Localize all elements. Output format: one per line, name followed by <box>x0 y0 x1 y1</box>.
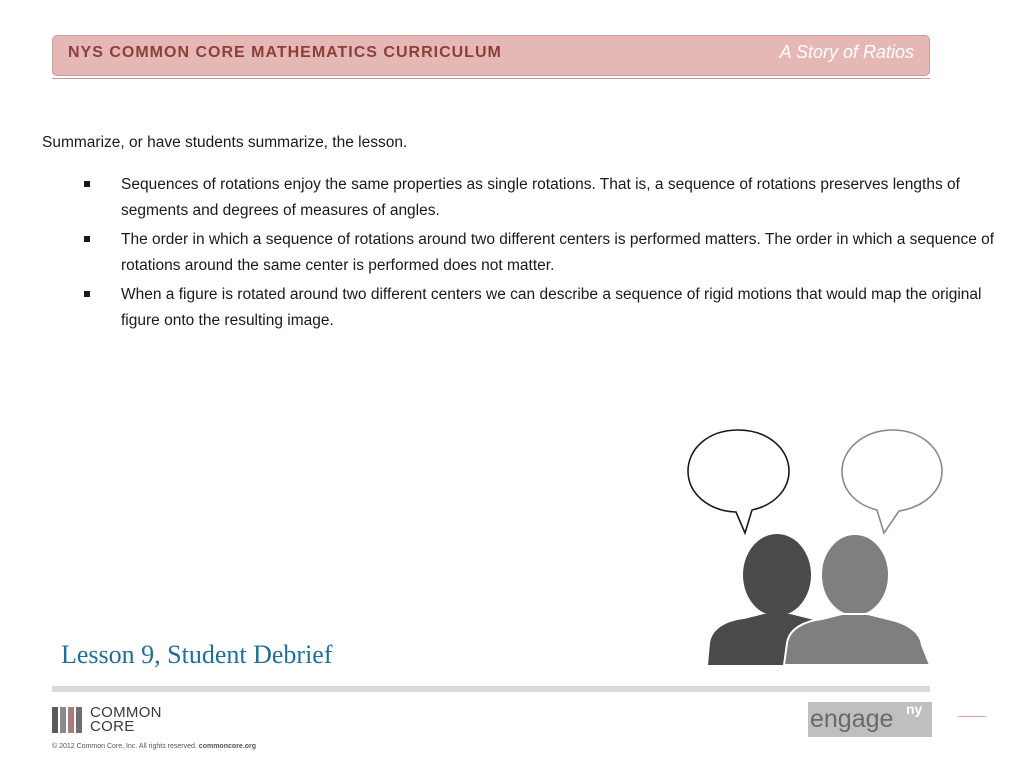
bullet-text: Sequences of rotations enjoy the same properties as single rotations. That is, a sequence of rotations preserves lengths of segments and degrees of measures of angles. <box>121 176 960 219</box>
common-core-logo <box>52 704 162 736</box>
header-divider <box>52 78 930 79</box>
page-number-dash <box>958 716 986 717</box>
logo-line-1: COMMON <box>90 704 162 721</box>
bullet-text: The order in which a sequence of rotations around two different centers is performed matters. The order in which a sequence of rotations around the same center is performed does not matter. <box>121 231 995 274</box>
copyright-text: © 2012 Common Core, Inc. All rights reserved. <box>52 743 197 750</box>
copyright-notice <box>52 743 256 750</box>
curriculum-title: NYS COMMON CORE MATHEMATICS CURRICULUM <box>68 44 502 61</box>
speech-bubble-right-icon <box>842 430 942 533</box>
common-core-bars-icon <box>52 707 84 733</box>
two-people-speech-bubbles-icon <box>680 425 950 670</box>
bullet-icon <box>84 236 90 242</box>
logo-line-2: CORE <box>90 718 135 735</box>
list-item <box>82 227 1002 278</box>
bullet-icon <box>84 291 90 297</box>
copyright-link[interactable]: commoncore.org <box>198 743 256 750</box>
speech-bubble-left-icon <box>688 430 789 533</box>
lesson-title: Lesson 9, Student Debrief <box>61 640 333 669</box>
bullet-icon <box>84 181 90 187</box>
list-item <box>82 172 1002 223</box>
bullet-text: When a figure is rotated around two different centers we can describe a sequence of rigid motions that would map the original figure onto the resulting image. <box>121 286 982 329</box>
list-item <box>82 282 1002 333</box>
module-title: A Story of Ratios <box>779 42 914 62</box>
summary-list <box>82 172 1002 337</box>
common-core-wordmark <box>90 706 162 734</box>
intro-text: Summarize, or have students summarize, the lesson. <box>42 134 408 151</box>
engage-ny-logo <box>808 702 932 737</box>
footer-bar <box>52 686 930 692</box>
engage-ny-superscript: ny <box>906 701 923 717</box>
engage-word: engage <box>810 705 894 733</box>
